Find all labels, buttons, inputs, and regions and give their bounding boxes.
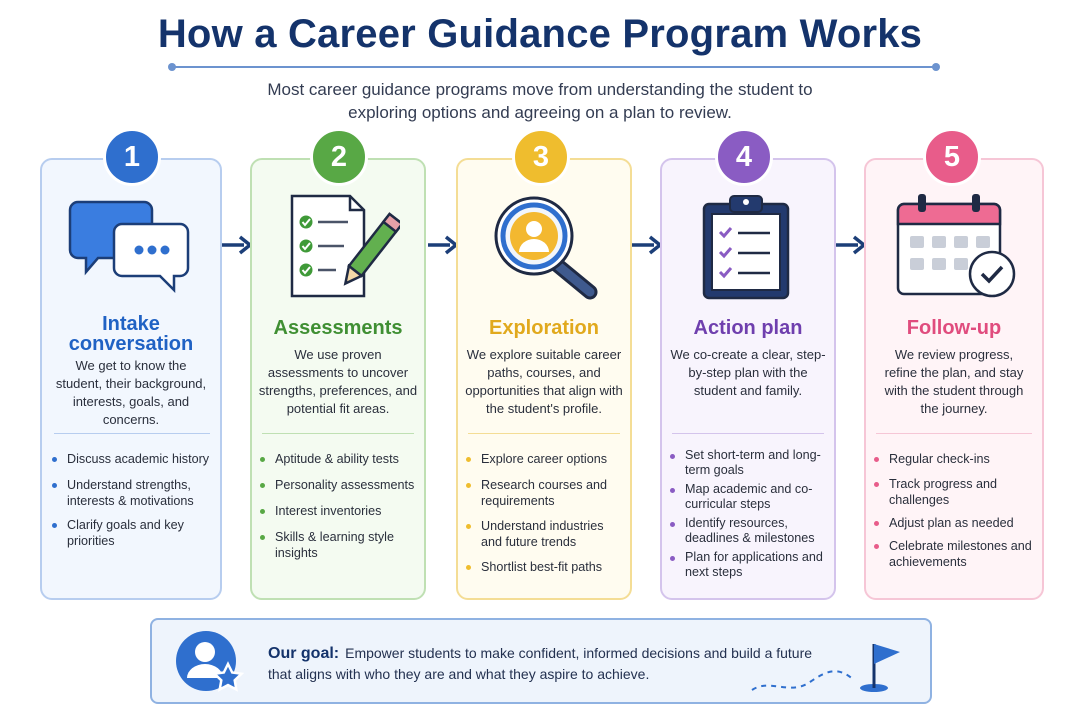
bullet-item: Aptitude & ability tests	[259, 451, 421, 467]
step-number-badge-1: 1	[103, 128, 161, 186]
step-description-1: We get to know the student, their background, interests, goals, and concerns.	[55, 358, 207, 427]
step-number-badge-4: 4	[715, 128, 773, 186]
checklist-pencil-icon	[282, 192, 400, 302]
page-subtitle: Most career guidance programs move from understanding the student to exploring options and agreeing on a plan to review.	[267, 80, 813, 122]
step-bullets-3	[465, 451, 625, 575]
step-description-3: We explore suitable career paths, courses, and opportunities that align with the student's profile.	[465, 347, 623, 416]
calendar-check-icon	[892, 192, 1018, 302]
bullet-item: Track progress and challenges	[873, 476, 1035, 508]
goal-text: Empower students to make confident, informed decisions and build a future that aligns with who they are and what they aspire to achieve.	[268, 645, 813, 682]
flow-arrow-3	[630, 234, 664, 256]
bullet-item: Understand industries and future trends	[465, 518, 625, 550]
step-number-badge-3: 3	[512, 128, 570, 186]
bullet-item: Personality assessments	[259, 477, 421, 493]
step-bullets-4	[669, 448, 831, 580]
step-description-5: We review progress, refine the plan, and stay with the student through the journey.	[884, 347, 1024, 416]
step-bullets-2	[259, 451, 421, 561]
step-title-5: Follow-up	[906, 317, 1002, 339]
bullet-item: Plan for applications and next steps	[669, 550, 831, 580]
magnifier-person-icon	[486, 192, 604, 302]
bullet-item: Regular check-ins	[873, 451, 1035, 467]
bullet-item: Celebrate milestones and achievements	[873, 538, 1035, 570]
bullet-item: Shortlist best-fit paths	[465, 559, 625, 575]
bullet-item: Set short-term and long-term goals	[669, 448, 831, 478]
step-bullets-1	[51, 451, 213, 549]
step-divider-3	[468, 433, 620, 434]
bullet-item: Research courses and requirements	[465, 477, 625, 509]
page-title: How a Career Guidance Program Works	[157, 12, 923, 56]
step-description-2: We use proven assessments to uncover strengths, preferences, and potential fit areas.	[258, 347, 418, 416]
step-number-badge-2: 2	[310, 128, 368, 186]
student-star-icon	[174, 628, 246, 694]
step-number-badge-5: 5	[923, 128, 981, 186]
flag-path-icon	[750, 638, 906, 696]
bullet-item: Skills & learning style insights	[259, 529, 421, 561]
step-divider-1	[54, 433, 210, 434]
step-title-1: Intake conversation	[68, 313, 194, 355]
step-description-4: We co-create a clear, step-by-step plan with the student and family.	[670, 347, 826, 398]
bullet-item: Interest inventories	[259, 503, 421, 519]
goal-statement	[268, 643, 828, 685]
bullet-item: Clarify goals and key priorities	[51, 517, 213, 549]
step-bullets-5	[873, 451, 1035, 570]
step-divider-5	[876, 433, 1032, 434]
step-title-2: Assessments	[273, 317, 403, 339]
clipboard-checklist-icon	[690, 192, 808, 302]
bullet-item: Adjust plan as needed	[873, 515, 1035, 531]
step-title-4: Action plan	[693, 317, 803, 339]
bullet-item: Identify resources, deadlines & milestones	[669, 516, 831, 546]
flow-arrow-4	[834, 234, 868, 256]
bullet-item: Explore career options	[465, 451, 625, 467]
flow-arrow-2	[426, 234, 460, 256]
step-title-3: Exploration	[488, 317, 599, 339]
bullet-item: Discuss academic history	[51, 451, 213, 467]
step-divider-2	[262, 433, 414, 434]
goal-label: Our goal:	[268, 645, 340, 662]
bullet-item: Map academic and co-curricular steps	[669, 482, 831, 512]
bullet-item: Understand strengths, interests & motivations	[51, 477, 213, 509]
flow-arrow-1	[220, 234, 254, 256]
step-divider-4	[672, 433, 824, 434]
chat-bubbles-icon	[68, 192, 194, 302]
title-divider	[172, 66, 936, 68]
